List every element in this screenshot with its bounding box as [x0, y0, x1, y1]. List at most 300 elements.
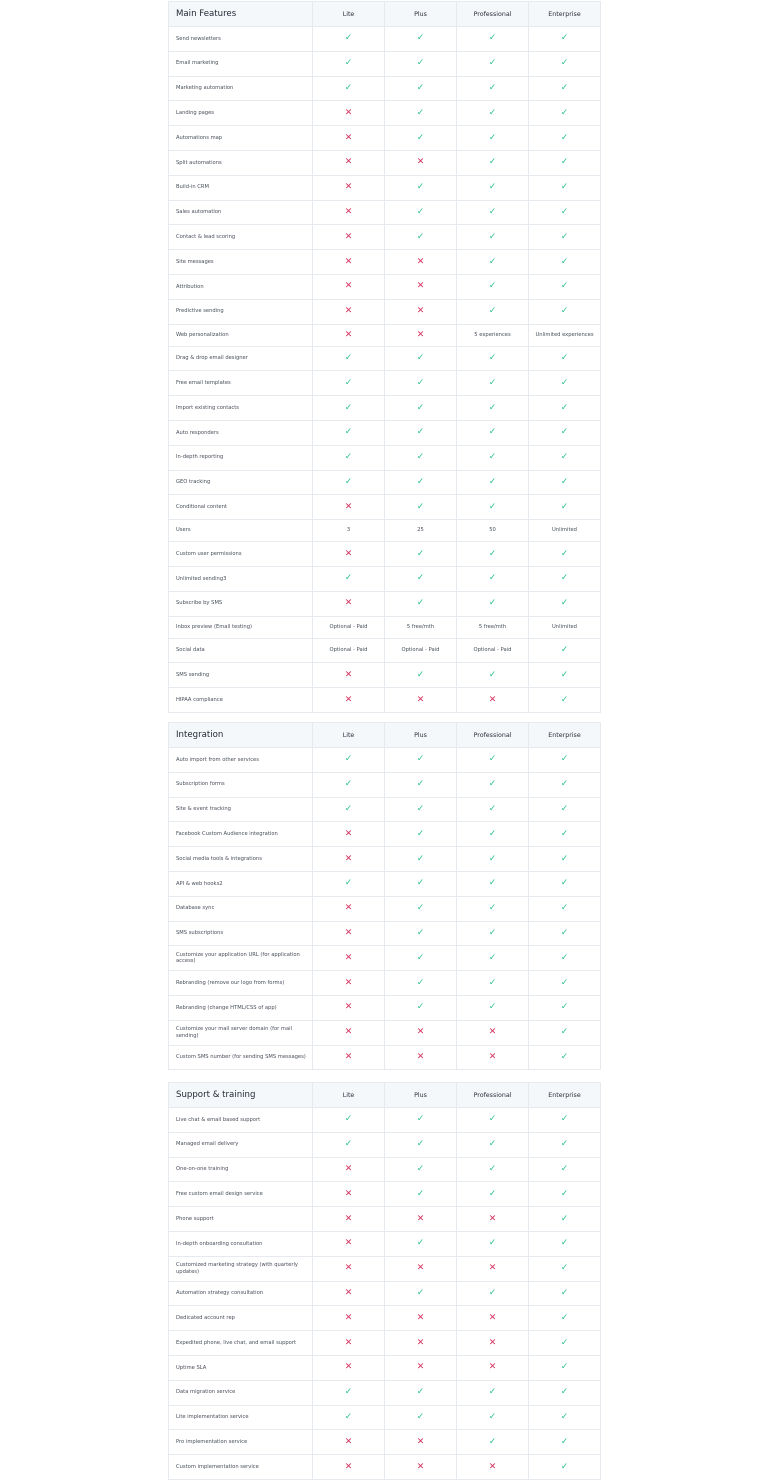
- checkmark-icon: ✓: [416, 1411, 425, 1422]
- plan-cell-enterprise: [529, 638, 601, 663]
- feature-label: Social media tools & integrations: [169, 847, 313, 872]
- cross-icon: ✕: [488, 1027, 497, 1038]
- checkmark-icon: ✓: [560, 779, 569, 790]
- plan-cell-enterprise: [529, 971, 601, 996]
- checkmark-icon: ✓: [560, 58, 569, 69]
- plan-cell-lite: [313, 616, 385, 638]
- checkmark-icon: ✓: [560, 1027, 569, 1038]
- checkmark-icon: ✓: [560, 306, 569, 317]
- plan-cell-lite: [313, 946, 385, 971]
- plan-cell-professional: [457, 225, 529, 250]
- plan-cell-plus: [385, 1157, 457, 1182]
- checkmark-icon: ✓: [560, 1436, 569, 1447]
- feature-label: Contact & lead scoring: [169, 225, 313, 250]
- plan-cell-enterprise: [529, 1182, 601, 1207]
- plan-cell-enterprise: [529, 445, 601, 470]
- cross-icon: ✕: [416, 1213, 425, 1224]
- plan-cell-professional: [457, 591, 529, 616]
- checkmark-icon: ✓: [344, 754, 353, 765]
- cross-icon: ✕: [344, 927, 353, 938]
- cross-icon: ✕: [344, 1337, 353, 1348]
- table-row: [169, 371, 601, 396]
- checkmark-icon: ✓: [560, 33, 569, 44]
- plan-cell-professional: [457, 150, 529, 175]
- plan-cell-lite: [313, 150, 385, 175]
- plan-cell-lite: [313, 27, 385, 52]
- cross-icon: ✕: [416, 157, 425, 168]
- plan-cell-lite: [313, 688, 385, 713]
- plan-cell-enterprise: [529, 1108, 601, 1133]
- checkmark-icon: ✓: [416, 548, 425, 559]
- plan-cell-enterprise: [529, 1405, 601, 1430]
- cross-icon: ✕: [344, 548, 353, 559]
- feature-label: Customize your application URL (for application access): [169, 946, 313, 971]
- feature-label: SMS subscriptions: [169, 921, 313, 946]
- plan-cell-professional: [457, 1281, 529, 1306]
- plan-cell-professional: [457, 1182, 529, 1207]
- plan-cell-lite: [313, 797, 385, 822]
- table-row: [169, 495, 601, 520]
- plan-cell-lite: [313, 663, 385, 688]
- plan-cell-lite: [313, 772, 385, 797]
- table-row: [169, 274, 601, 299]
- plan-cell-professional: [457, 797, 529, 822]
- table-row: [169, 688, 601, 713]
- checkmark-icon: ✓: [488, 598, 497, 609]
- checkmark-icon: ✓: [344, 427, 353, 438]
- checkmark-icon: ✓: [344, 58, 353, 69]
- cross-icon: ✕: [344, 281, 353, 292]
- plan-cell-professional: [457, 1207, 529, 1232]
- plan-cell-plus: [385, 591, 457, 616]
- plan-cell-lite: [313, 371, 385, 396]
- checkmark-icon: ✓: [560, 402, 569, 413]
- plan-cell-professional: [457, 396, 529, 421]
- checkmark-icon: ✓: [488, 1411, 497, 1422]
- table-row: [169, 520, 601, 542]
- plan-cell-plus: [385, 101, 457, 126]
- plan-cell-plus: [385, 1281, 457, 1306]
- feature-label: Attribution: [169, 274, 313, 299]
- plan-cell-lite: [313, 638, 385, 663]
- checkmark-icon: ✓: [560, 644, 569, 655]
- plan-cell-enterprise: [529, 299, 601, 324]
- checkmark-icon: ✓: [488, 878, 497, 889]
- plan-cell-lite: [313, 1455, 385, 1480]
- checkmark-icon: ✓: [488, 82, 497, 93]
- cross-icon: ✕: [344, 952, 353, 963]
- checkmark-icon: ✓: [560, 754, 569, 765]
- plan-cell-lite: [313, 971, 385, 996]
- feature-label: Build-in CRM: [169, 175, 313, 200]
- plan-cell-lite: [313, 250, 385, 275]
- checkmark-icon: ✓: [488, 132, 497, 143]
- plan-value-text: 50: [489, 527, 496, 534]
- table-row: [169, 871, 601, 896]
- plan-cell-lite: [313, 200, 385, 225]
- plan-cell-plus: [385, 76, 457, 101]
- cross-icon: ✕: [488, 1337, 497, 1348]
- checkmark-icon: ✓: [416, 1238, 425, 1249]
- section-main-features: [168, 1, 600, 713]
- table-row: [169, 470, 601, 495]
- checkmark-icon: ✓: [416, 377, 425, 388]
- plan-cell-enterprise: [529, 200, 601, 225]
- plan-cell-professional: [457, 470, 529, 495]
- plan-cell-plus: [385, 346, 457, 371]
- table-row: [169, 225, 601, 250]
- checkmark-icon: ✓: [560, 231, 569, 242]
- plan-cell-plus: [385, 225, 457, 250]
- feature-label: Site & event tracking: [169, 797, 313, 822]
- plan-cell-lite: [313, 445, 385, 470]
- checkmark-icon: ✓: [488, 548, 497, 559]
- plan-cell-lite: [313, 1430, 385, 1455]
- checkmark-icon: ✓: [560, 281, 569, 292]
- checkmark-icon: ✓: [416, 352, 425, 363]
- checkmark-icon: ✓: [560, 352, 569, 363]
- checkmark-icon: ✓: [560, 1287, 569, 1298]
- feature-label: Site messages: [169, 250, 313, 275]
- plan-cell-professional: [457, 971, 529, 996]
- plan-cell-professional: [457, 250, 529, 275]
- feature-label: Predictive sending: [169, 299, 313, 324]
- plan-cell-plus: [385, 995, 457, 1020]
- checkmark-icon: ✓: [560, 206, 569, 217]
- feature-label: Drag & drop email designer: [169, 346, 313, 371]
- plan-cell-plus: [385, 1430, 457, 1455]
- checkmark-icon: ✓: [560, 573, 569, 584]
- checkmark-icon: ✓: [416, 58, 425, 69]
- cross-icon: ✕: [344, 1461, 353, 1472]
- plan-cell-professional: [457, 1331, 529, 1356]
- checkmark-icon: ✓: [488, 1188, 497, 1199]
- feature-label: API & web hooks2: [169, 871, 313, 896]
- table-row: [169, 822, 601, 847]
- plan-cell-enterprise: [529, 225, 601, 250]
- plan-cell-professional: [457, 420, 529, 445]
- comparison-table: [168, 722, 601, 1070]
- plan-cell-professional: [457, 27, 529, 52]
- feature-label: Expedited phone, live chat, and email support: [169, 1331, 313, 1356]
- plan-cell-plus: [385, 1256, 457, 1281]
- table-row: [169, 1331, 601, 1356]
- plan-cell-enterprise: [529, 51, 601, 76]
- plan-cell-plus: [385, 688, 457, 713]
- checkmark-icon: ✓: [416, 878, 425, 889]
- plan-header-professional: Professional: [457, 723, 529, 748]
- plan-cell-professional: [457, 371, 529, 396]
- cross-icon: ✕: [416, 281, 425, 292]
- plan-value-text: Unlimited: [552, 623, 577, 630]
- plan-cell-enterprise: [529, 346, 601, 371]
- plan-cell-plus: [385, 1207, 457, 1232]
- table-row: [169, 445, 601, 470]
- table-row: [169, 663, 601, 688]
- table-row: [169, 76, 601, 101]
- checkmark-icon: ✓: [560, 878, 569, 889]
- plan-cell-plus: [385, 542, 457, 567]
- plan-cell-lite: [313, 175, 385, 200]
- cross-icon: ✕: [344, 1188, 353, 1199]
- plan-cell-lite: [313, 1132, 385, 1157]
- cross-icon: ✕: [488, 694, 497, 705]
- plan-cell-lite: [313, 995, 385, 1020]
- checkmark-icon: ✓: [416, 803, 425, 814]
- table-row: [169, 921, 601, 946]
- table-row: [169, 299, 601, 324]
- cross-icon: ✕: [344, 977, 353, 988]
- checkmark-icon: ✓: [416, 927, 425, 938]
- checkmark-icon: ✓: [416, 427, 425, 438]
- plan-cell-professional: [457, 495, 529, 520]
- checkmark-icon: ✓: [344, 82, 353, 93]
- plan-cell-professional: [457, 175, 529, 200]
- feature-label: Rebranding (remove our logo from forms): [169, 971, 313, 996]
- feature-label: Marketing automation: [169, 76, 313, 101]
- plan-cell-lite: [313, 1231, 385, 1256]
- plan-header-lite: Lite: [313, 1083, 385, 1108]
- cross-icon: ✕: [344, 1213, 353, 1224]
- cross-icon: ✕: [344, 1312, 353, 1323]
- table-row: [169, 946, 601, 971]
- checkmark-icon: ✓: [560, 1114, 569, 1125]
- plan-cell-plus: [385, 520, 457, 542]
- plan-cell-enterprise: [529, 520, 601, 542]
- plan-cell-lite: [313, 420, 385, 445]
- checkmark-icon: ✓: [560, 377, 569, 388]
- plan-cell-lite: [313, 1256, 385, 1281]
- plan-value-text: Optional - Paid: [401, 647, 440, 654]
- plan-cell-plus: [385, 371, 457, 396]
- plan-cell-enterprise: [529, 748, 601, 773]
- table-row: [169, 324, 601, 346]
- plan-cell-professional: [457, 445, 529, 470]
- feature-label: Data migration service: [169, 1380, 313, 1405]
- checkmark-icon: ✓: [560, 132, 569, 143]
- plan-cell-professional: [457, 101, 529, 126]
- checkmark-icon: ✓: [416, 231, 425, 242]
- cross-icon: ✕: [344, 1051, 353, 1062]
- cross-icon: ✕: [344, 231, 353, 242]
- plan-cell-lite: [313, 542, 385, 567]
- cross-icon: ✕: [344, 694, 353, 705]
- plan-cell-plus: [385, 921, 457, 946]
- checkmark-icon: ✓: [488, 476, 497, 487]
- plan-cell-enterprise: [529, 1380, 601, 1405]
- checkmark-icon: ✓: [560, 501, 569, 512]
- plan-cell-enterprise: [529, 76, 601, 101]
- plan-cell-enterprise: [529, 921, 601, 946]
- plan-cell-professional: [457, 1256, 529, 1281]
- plan-cell-enterprise: [529, 1281, 601, 1306]
- plan-cell-plus: [385, 1231, 457, 1256]
- table-row: [169, 101, 601, 126]
- cross-icon: ✕: [416, 329, 425, 340]
- plan-cell-lite: [313, 1207, 385, 1232]
- plan-cell-plus: [385, 51, 457, 76]
- plan-cell-professional: [457, 1231, 529, 1256]
- checkmark-icon: ✓: [560, 1362, 569, 1373]
- section-title: Support & training: [169, 1083, 313, 1108]
- plan-cell-professional: [457, 871, 529, 896]
- feature-label: Rebranding (change HTML/CSS of app): [169, 995, 313, 1020]
- checkmark-icon: ✓: [560, 1411, 569, 1422]
- feature-label: Customized marketing strategy (with quarterly updates): [169, 1256, 313, 1281]
- checkmark-icon: ✓: [344, 878, 353, 889]
- table-row: [169, 1207, 601, 1232]
- plan-cell-plus: [385, 420, 457, 445]
- plan-cell-plus: [385, 847, 457, 872]
- feature-label: Landing pages: [169, 101, 313, 126]
- plan-cell-lite: [313, 225, 385, 250]
- plan-cell-plus: [385, 1455, 457, 1480]
- table-header-row: [169, 723, 601, 748]
- section-title: Main Features: [169, 2, 313, 27]
- checkmark-icon: ✓: [560, 1163, 569, 1174]
- checkmark-icon: ✓: [488, 952, 497, 963]
- cross-icon: ✕: [416, 1436, 425, 1447]
- cross-icon: ✕: [488, 1213, 497, 1224]
- cross-icon: ✕: [344, 329, 353, 340]
- feature-label: SMS sending: [169, 663, 313, 688]
- checkmark-icon: ✓: [416, 82, 425, 93]
- plan-cell-professional: [457, 748, 529, 773]
- table-row: [169, 27, 601, 52]
- checkmark-icon: ✓: [488, 352, 497, 363]
- checkmark-icon: ✓: [416, 1002, 425, 1013]
- checkmark-icon: ✓: [416, 853, 425, 864]
- plan-cell-professional: [457, 896, 529, 921]
- checkmark-icon: ✓: [488, 754, 497, 765]
- plan-cell-lite: [313, 1108, 385, 1133]
- plan-cell-professional: [457, 566, 529, 591]
- plan-cell-lite: [313, 896, 385, 921]
- checkmark-icon: ✓: [488, 1238, 497, 1249]
- checkmark-icon: ✓: [488, 1163, 497, 1174]
- plan-cell-lite: [313, 495, 385, 520]
- cross-icon: ✕: [344, 182, 353, 193]
- cross-icon: ✕: [344, 206, 353, 217]
- plan-value-text: 5 experiences: [474, 331, 511, 338]
- plan-cell-enterprise: [529, 420, 601, 445]
- checkmark-icon: ✓: [488, 573, 497, 584]
- comparison-table: [168, 1082, 601, 1480]
- checkmark-icon: ✓: [488, 1002, 497, 1013]
- plan-cell-plus: [385, 797, 457, 822]
- plan-cell-lite: [313, 748, 385, 773]
- checkmark-icon: ✓: [560, 1263, 569, 1274]
- feature-label: Email marketing: [169, 51, 313, 76]
- plan-cell-enterprise: [529, 871, 601, 896]
- plan-cell-professional: [457, 1455, 529, 1480]
- checkmark-icon: ✓: [416, 33, 425, 44]
- checkmark-icon: ✓: [488, 377, 497, 388]
- plan-cell-plus: [385, 663, 457, 688]
- plan-cell-professional: [457, 1430, 529, 1455]
- checkmark-icon: ✓: [488, 1436, 497, 1447]
- checkmark-icon: ✓: [488, 828, 497, 839]
- checkmark-icon: ✓: [488, 1287, 497, 1298]
- table-row: [169, 748, 601, 773]
- comparison-table: [168, 1, 601, 713]
- plan-cell-enterprise: [529, 896, 601, 921]
- checkmark-icon: ✓: [488, 669, 497, 680]
- plan-cell-professional: [457, 1380, 529, 1405]
- feature-label: In-depth onboarding consultation: [169, 1231, 313, 1256]
- table-row: [169, 1157, 601, 1182]
- plan-value-text: 3: [346, 527, 351, 534]
- plan-cell-professional: [457, 1306, 529, 1331]
- checkmark-icon: ✓: [488, 501, 497, 512]
- plan-cell-plus: [385, 250, 457, 275]
- table-row: [169, 1108, 601, 1133]
- cross-icon: ✕: [344, 1238, 353, 1249]
- plan-cell-lite: [313, 1405, 385, 1430]
- cross-icon: ✕: [344, 828, 353, 839]
- table-header-row: [169, 2, 601, 27]
- cross-icon: ✕: [488, 1263, 497, 1274]
- checkmark-icon: ✓: [416, 206, 425, 217]
- feature-label: Custom implementation service: [169, 1455, 313, 1480]
- table-row: [169, 1430, 601, 1455]
- plan-value-text: Optional - Paid: [473, 647, 512, 654]
- table-row: [169, 175, 601, 200]
- table-row: [169, 896, 601, 921]
- plan-cell-enterprise: [529, 470, 601, 495]
- table-row: [169, 1256, 601, 1281]
- plan-cell-plus: [385, 772, 457, 797]
- plan-cell-enterprise: [529, 1331, 601, 1356]
- cross-icon: ✕: [344, 157, 353, 168]
- checkmark-icon: ✓: [488, 803, 497, 814]
- cross-icon: ✕: [344, 1436, 353, 1447]
- cross-icon: ✕: [344, 1163, 353, 1174]
- plan-cell-plus: [385, 324, 457, 346]
- checkmark-icon: ✓: [560, 1461, 569, 1472]
- checkmark-icon: ✓: [560, 803, 569, 814]
- plan-cell-lite: [313, 871, 385, 896]
- plan-cell-professional: [457, 274, 529, 299]
- plan-value-text: 5 free/mth: [478, 623, 507, 630]
- cross-icon: ✕: [416, 1051, 425, 1062]
- checkmark-icon: ✓: [560, 548, 569, 559]
- plan-cell-professional: [457, 1157, 529, 1182]
- table-row: [169, 1020, 601, 1045]
- plan-cell-plus: [385, 299, 457, 324]
- checkmark-icon: ✓: [560, 157, 569, 168]
- plan-cell-plus: [385, 175, 457, 200]
- plan-cell-lite: [313, 1182, 385, 1207]
- cross-icon: ✕: [416, 1027, 425, 1038]
- checkmark-icon: ✓: [344, 573, 353, 584]
- plan-cell-plus: [385, 445, 457, 470]
- feature-label: Free email templates: [169, 371, 313, 396]
- plan-cell-lite: [313, 921, 385, 946]
- checkmark-icon: ✓: [560, 107, 569, 118]
- plan-cell-plus: [385, 1182, 457, 1207]
- checkmark-icon: ✓: [416, 754, 425, 765]
- plan-cell-enterprise: [529, 150, 601, 175]
- table-row: [169, 346, 601, 371]
- plan-header-enterprise: Enterprise: [529, 1083, 601, 1108]
- plan-cell-professional: [457, 921, 529, 946]
- plan-cell-enterprise: [529, 27, 601, 52]
- feature-label: Conditional content: [169, 495, 313, 520]
- feature-label: Managed email delivery: [169, 1132, 313, 1157]
- plan-cell-plus: [385, 1020, 457, 1045]
- checkmark-icon: ✓: [416, 476, 425, 487]
